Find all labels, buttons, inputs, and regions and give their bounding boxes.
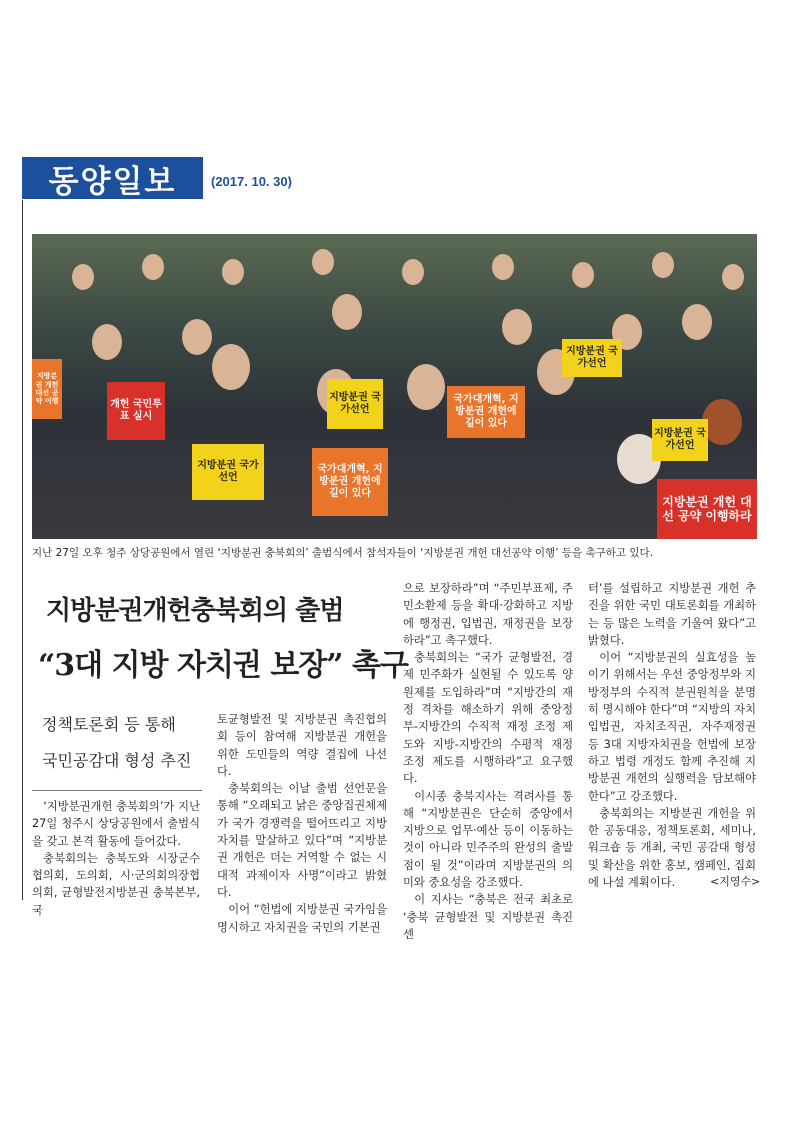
paragraph: 이어 “지방분권의 실효성을 높이기 위해서는 우선 중앙정부와 지방정부의 수직적 분권원칙을 분명히 명시해야 한다”며 “지방의 자치입법권, 자치조직권, 자주재정권 등 3대 지방자치권을 헌법에 보장하고 법령 개정도 함께 추진해 지방분권 개헌의 실행력을 담보해야 한다”고 강조했다. <box>588 651 756 803</box>
article-column-2 <box>217 711 387 936</box>
protest-sign: 국가대개혁, 지방분권 개헌에 길이 있다 <box>447 386 525 438</box>
headline-quote: “3대 지방 자치권 보장” 촉구 <box>38 648 408 683</box>
headline: 지방분권개헌충북회의 출범 <box>46 596 344 626</box>
paragraph: 이시종 충북지사는 격려사를 통해 “지방분권은 단순히 중앙에서 지방으로 업무·예산 등이 이동하는 것이 아니라 민주주의 완성의 출발점이 될 것”이라며 지방분권의 의미와 중요성을 강조했다. <box>403 789 573 890</box>
protest-sign: 지방분권 개헌 대선 공약 이행하라 <box>657 479 757 539</box>
paragraph: 충북회의는 “국가 균형발전, 경제 민주화가 실현될 수 있도록 양원제를 도입하라”며 “지방간의 재정 격차를 해소하기 위해 중앙정부-지방간의 수직적 재정 조정 제도와 지방-지방간의 수평적 재정 조정 제도를 시행하라”고 요구했다. <box>403 651 573 786</box>
left-border-rule <box>22 200 23 900</box>
subheadline: 국민공감대 형성 추진 <box>42 751 192 770</box>
protest-sign: 지방분권 국가선언 <box>562 339 622 377</box>
article-column-4 <box>588 580 756 891</box>
paragraph: 토균형발전 및 지방분권 촉진협의회 등이 참여해 지방분권 개헌을 위한 도민들의 역량 결집에 나선다. <box>217 713 387 778</box>
publication-date: (2017. 10. 30) <box>211 174 292 189</box>
protest-sign: 지방분권 국가선언 <box>192 444 264 500</box>
article-column-1 <box>32 798 200 919</box>
paragraph: 터’를 설립하고 지방분권 개헌 추진을 위한 국민 대토론회를 개최하는 등 많은 노력을 기울여 왔다”고 밝혔다. <box>588 582 756 647</box>
article-column-3 <box>403 580 573 943</box>
protest-sign: 국가대개혁, 지방분권 개헌에 길이 있다 <box>312 448 388 516</box>
subheadline: 정책토론회 등 통해 <box>42 715 176 734</box>
paragraph: 이 지사는 “충북은 전국 최초로 ‘충북 균형발전 및 지방분권 촉진센 <box>403 893 573 941</box>
rally-photo <box>32 234 757 539</box>
protest-sign: 지방분권 국가선언 <box>327 379 383 429</box>
protest-sign: 개헌 국민투표 실시 <box>107 382 165 440</box>
newspaper-masthead: 동양일보 <box>22 157 203 199</box>
divider <box>32 790 202 791</box>
reporter-byline: <지영수> <box>710 875 761 888</box>
paragraph: 으로 보장하라”며 “주민부표제, 주민소환제 등을 확대·강화하고 지방에 행정권, 입법권, 재정권을 보장하라”고 촉구했다. <box>403 582 573 647</box>
paragraph: 충북회의는 이날 출범 선언문을 통해 “오래되고 낡은 중앙집권체제가 국가 경쟁력을 떨어뜨리고 지방자치를 말살하고 있다”며 “지방분권 개헌은 더는 거역할 수 없는 시대적 과제이자 사명”이라고 밝혔다. <box>217 782 387 899</box>
paragraph: 이어 “헌법에 지방분권 국가임을 명시하고 자치권을 국민의 기본권 <box>217 903 387 934</box>
paragraph: ‘지방분권개헌 충북회의’가 지난 27일 청주시 상당공원에서 출범식을 갖고 본격 활동에 들어갔다. <box>32 800 200 848</box>
photo-caption: 지난 27일 오후 청주 상당공원에서 열린 ‘지방분권 충북회의’ 출범식에서 참석자들이 ‘지방분권 개헌 대선공약 이행’ 등을 촉구하고 있다. <box>32 547 654 559</box>
paragraph: 충북회의는 충북도와 시장군수협의회, 도의회, 시·군의회의장협의회, 균형발전지방분권 충북본부, 국 <box>32 851 200 917</box>
protest-sign: 지방분권 개헌 대선 공약 이행 <box>32 359 62 419</box>
paragraph: 충북회의는 지방분권 개헌을 위한 공동대응, 정책토론회, 세미나, 워크숍 등 개최, 국민 공감대 형성 및 확산을 위한 홍보, 캠페인, 집회에 나설 계획이다. <box>588 806 756 890</box>
protest-sign: 지방분권 국가선언 <box>652 419 708 461</box>
